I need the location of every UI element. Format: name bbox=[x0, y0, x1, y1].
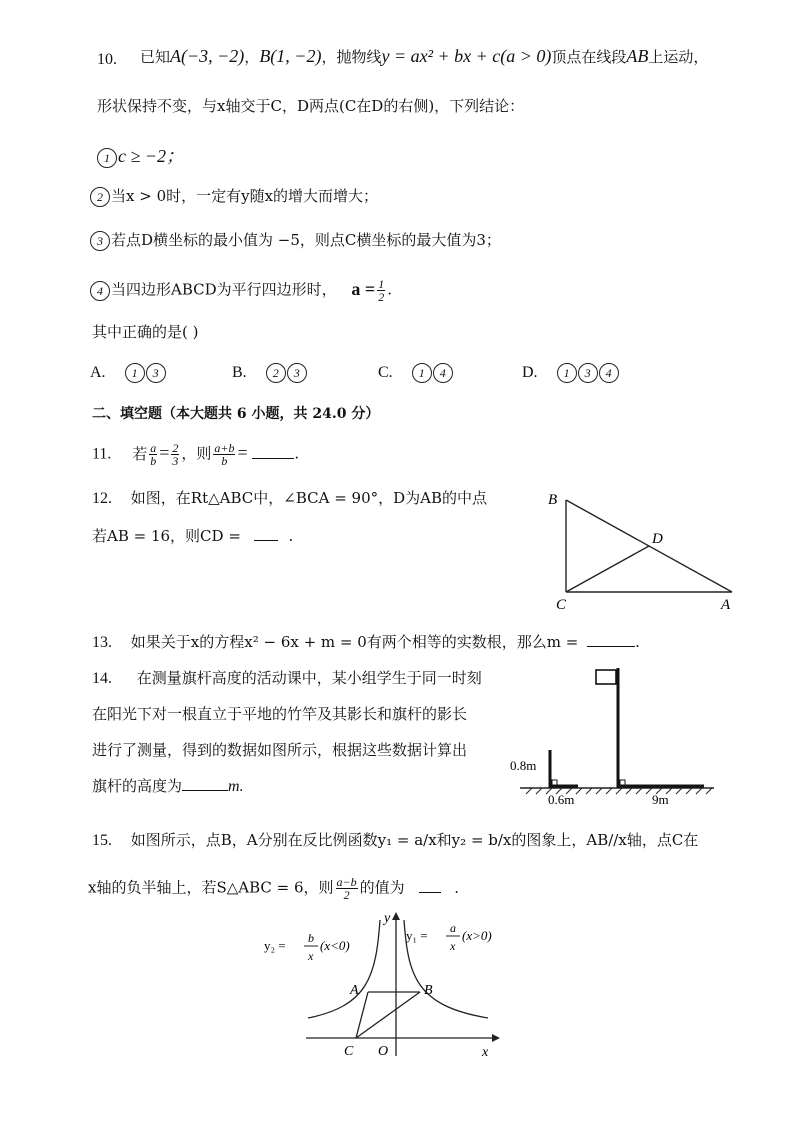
q10-statement-4 bbox=[90, 278, 392, 303]
circled-number: 3 bbox=[90, 231, 110, 251]
segment-cd bbox=[566, 546, 649, 592]
q14-flagpole-figure bbox=[508, 664, 724, 810]
circled-number: 4 bbox=[599, 363, 619, 383]
q11 bbox=[92, 442, 299, 467]
q15-text1: 如图所示，点B，A分别在反比例函数y₁ = a/x和y₂ = b/x的图象上，AB//x轴，点C在 bbox=[130, 831, 699, 849]
q15-text2: x轴的负半轴上，若S△ABC = 6，则 bbox=[88, 878, 334, 897]
frac-den: 3 bbox=[172, 454, 179, 468]
circled-number: 1 bbox=[412, 363, 432, 383]
option-letter: A. bbox=[90, 364, 106, 381]
answer-blank[interactable] bbox=[587, 634, 635, 647]
equals: = bbox=[237, 442, 248, 463]
circled-number: 1 bbox=[557, 363, 577, 383]
circled-number: 1 bbox=[125, 363, 145, 383]
circled-number: 1 bbox=[97, 148, 117, 168]
q14-line1 bbox=[92, 668, 482, 689]
q10-sep2: ，抛物线 bbox=[321, 48, 382, 66]
x-arrow bbox=[492, 1034, 500, 1042]
option-c[interactable] bbox=[378, 362, 454, 383]
circled-number: 3 bbox=[578, 363, 598, 383]
y1-label: y₁ = bbox=[406, 928, 428, 943]
q10-mid: 顶点在线段 bbox=[551, 48, 627, 66]
circled-number: 3 bbox=[146, 363, 166, 383]
q15-line1 bbox=[92, 830, 698, 851]
frac-den: b bbox=[221, 454, 228, 468]
label-a: A bbox=[350, 983, 359, 998]
y2-label: y₂ = bbox=[264, 938, 286, 953]
label-pole-height: 0.8m bbox=[510, 758, 537, 773]
q12-line1 bbox=[92, 488, 487, 509]
circled-number: 2 bbox=[266, 363, 286, 383]
q14-text4: 旗杆的高度为 bbox=[92, 777, 183, 795]
frac-num: a bbox=[150, 441, 157, 455]
y2-cond: (x<0) bbox=[320, 938, 350, 953]
q14-number: 14. bbox=[92, 670, 112, 687]
q12-text1: 如图，在Rt△ABC中，∠BCA = 90°，D为AB的中点 bbox=[130, 489, 488, 507]
q14-line4 bbox=[92, 776, 244, 797]
answer-blank[interactable] bbox=[254, 528, 278, 541]
q10-end: 上运动， bbox=[648, 48, 709, 66]
label-a: A bbox=[721, 597, 731, 613]
q10-statement-1 bbox=[97, 146, 184, 168]
circled-number: 3 bbox=[287, 363, 307, 383]
q12-number: 12. bbox=[92, 490, 112, 507]
q14-line3: 进行了测量，得到的数据如图所示，根据这些数据计算出 bbox=[92, 741, 468, 759]
q11-number: 11. bbox=[92, 445, 112, 463]
frac-num: a−b bbox=[336, 875, 357, 889]
frac-den: 2 bbox=[343, 888, 350, 902]
y2-den: x bbox=[308, 949, 314, 963]
statement-text: c ≥ −2； bbox=[118, 146, 185, 166]
q15-end: . bbox=[454, 878, 459, 897]
section-title: 二、填空题（本大题共 6 小题，共 24.0 分） bbox=[92, 406, 380, 422]
q14-unit: m. bbox=[228, 778, 244, 795]
label-c: C bbox=[344, 1044, 354, 1059]
frac-den: b bbox=[150, 454, 157, 468]
s4-end: . bbox=[387, 280, 392, 299]
q10-number: 10. bbox=[97, 51, 117, 68]
label-b: B bbox=[424, 983, 433, 998]
answer-blank[interactable] bbox=[252, 446, 294, 459]
label-b: B bbox=[548, 492, 558, 508]
statement-text: 当四边形ABCD为平行四边形时， bbox=[111, 280, 337, 299]
q12-line2 bbox=[92, 526, 293, 546]
answer-blank[interactable] bbox=[182, 778, 228, 791]
q10-statement-3 bbox=[90, 230, 501, 251]
label-y-axis: y bbox=[384, 911, 391, 926]
q11-end: . bbox=[294, 444, 300, 463]
answer-blank[interactable] bbox=[419, 880, 441, 893]
y1-den: x bbox=[450, 939, 456, 953]
q13-text: 如果关于x的方程x² − 6x + m = 0有两个相等的实数根，那么m = bbox=[130, 633, 579, 651]
label-c: C bbox=[556, 597, 567, 613]
q15-number: 15. bbox=[92, 832, 112, 849]
frac-den: 2 bbox=[378, 290, 385, 304]
circled-number: 4 bbox=[90, 281, 110, 301]
option-letter: C. bbox=[378, 364, 393, 381]
frac-num: 2 bbox=[172, 441, 179, 455]
right-angle-mark bbox=[620, 780, 625, 785]
option-letter: B. bbox=[232, 364, 247, 381]
q13-end: . bbox=[635, 633, 640, 651]
q10-line2: 形状保持不变，与x轴交于C，D两点(C在D的右侧)，下列结论： bbox=[97, 97, 525, 115]
q10-question: 其中正确的是( ) bbox=[92, 323, 199, 341]
option-b[interactable] bbox=[232, 362, 308, 383]
y2-num: b bbox=[308, 931, 314, 945]
label-x-axis: x bbox=[482, 1045, 489, 1060]
fraction bbox=[171, 442, 179, 467]
q13 bbox=[92, 632, 640, 653]
curve-y2 bbox=[308, 920, 380, 1018]
q14-line2: 在阳光下对一根直立于平地的竹竿及其影长和旗杆的影长 bbox=[92, 705, 468, 723]
q11-then: ，则 bbox=[181, 444, 212, 463]
option-letter: D. bbox=[522, 364, 538, 381]
statement-text: 若点D横坐标的最小值为 −5，则点C横坐标的最大值为3； bbox=[111, 231, 501, 249]
fraction bbox=[377, 278, 385, 303]
label-pole-shadow: 0.6m bbox=[548, 792, 575, 807]
circled-number: 4 bbox=[433, 363, 453, 383]
flag bbox=[596, 670, 616, 684]
right-angle-mark bbox=[552, 780, 557, 785]
q13-number: 13. bbox=[92, 634, 112, 651]
label-origin: O bbox=[378, 1044, 389, 1059]
q15-text3: 的值为 bbox=[359, 878, 405, 897]
q10-line1 bbox=[140, 46, 708, 67]
q12-text2: 若AB = 16，则CD = bbox=[92, 527, 241, 545]
frac-num: 1 bbox=[378, 277, 385, 291]
y1-num: a bbox=[450, 921, 456, 935]
q10-seg-ab: AB bbox=[626, 46, 649, 66]
option-a[interactable] bbox=[90, 362, 167, 383]
q10-statement-2 bbox=[90, 186, 378, 207]
q15-line2 bbox=[88, 876, 459, 901]
q10-sep1: ， bbox=[244, 48, 260, 66]
y-arrow bbox=[392, 912, 400, 920]
q14-text1: 在测量旗杆高度的活动课中，某小组学生于同一时刻 bbox=[136, 669, 482, 687]
q11-if: 若 bbox=[132, 444, 148, 463]
fraction bbox=[149, 442, 157, 467]
q10-parabola: y = ax² + bx + c(a > 0) bbox=[381, 46, 552, 66]
label-d: D bbox=[652, 531, 663, 547]
y1-cond: (x>0) bbox=[462, 928, 492, 943]
q10-point-b: B(1, −2) bbox=[259, 46, 322, 66]
fraction bbox=[336, 876, 358, 901]
q12-triangle-figure bbox=[546, 488, 746, 616]
s4-eq: a = bbox=[351, 278, 376, 299]
frac-num: a+b bbox=[214, 441, 235, 455]
circled-number: 2 bbox=[90, 187, 110, 207]
q10-intro: 已知 bbox=[140, 48, 171, 66]
equals: = bbox=[159, 442, 170, 463]
q15-hyperbola-figure bbox=[256, 906, 512, 1060]
q10-point-a: A(−3, −2) bbox=[170, 46, 245, 66]
statement-text: 当x > 0时，一定有y随x的增大而增大； bbox=[111, 187, 379, 205]
label-flag-shadow: 9m bbox=[652, 792, 669, 807]
fraction bbox=[213, 442, 235, 467]
option-d[interactable] bbox=[522, 362, 620, 383]
q12-end: . bbox=[288, 527, 294, 545]
